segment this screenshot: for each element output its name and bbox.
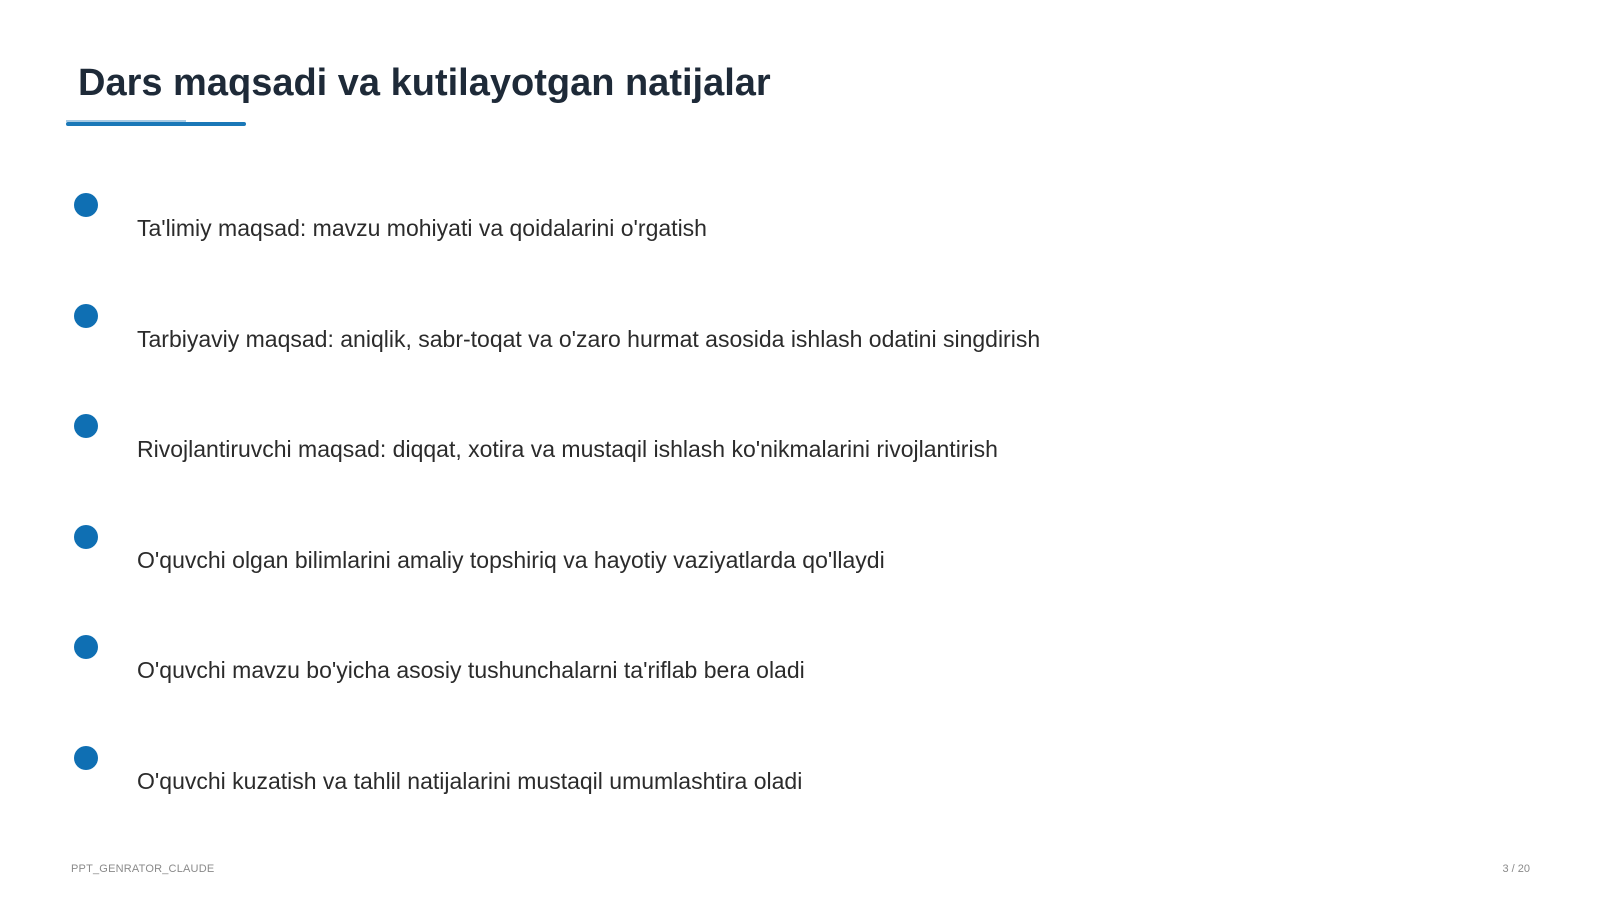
bullet-item [0,746,1200,806]
bullet-item [0,525,1200,585]
title-underline [66,122,246,126]
bullet-text: Ta'limiy maqsad: mavzu mohiyati va qoidalarini o'rgatish [137,215,707,241]
bullet-dot-icon [74,304,98,328]
bullet-text: O'quvchi mavzu bo'yicha asosiy tushunchalarni ta'riflab bera oladi [137,657,805,683]
footer-source: PPT_GENRATOR_CLAUDE [71,863,215,875]
bullet-item [0,193,1200,253]
bullet-dot-icon [74,746,98,770]
slide-title: Dars maqsadi va kutilayotgan natijalar [78,62,771,104]
bullet-dot-icon [74,525,98,549]
bullet-dot-icon [74,414,98,438]
bullet-dot-icon [74,635,98,659]
bullet-text: Tarbiyaviy maqsad: aniqlik, sabr-toqat va o'zaro hurmat asosida ishlash odatini singdirish [137,326,1041,352]
page-number: 3 / 20 [1502,863,1530,875]
bullet-dot-icon [74,193,98,217]
bullet-item [0,304,1200,364]
bullet-item [0,414,1200,474]
bullet-item [0,635,1200,695]
bullet-text: Rivojlantiruvchi maqsad: diqqat, xotira va mustaqil ishlash ko'nikmalarini rivojlantirish [137,436,998,462]
bullet-text: O'quvchi olgan bilimlarini amaliy topshiriq va hayotiy vaziyatlarda qo'llaydi [137,547,885,573]
bullet-text: O'quvchi kuzatish va tahlil natijalarini mustaqil umumlashtira oladi [137,768,803,794]
